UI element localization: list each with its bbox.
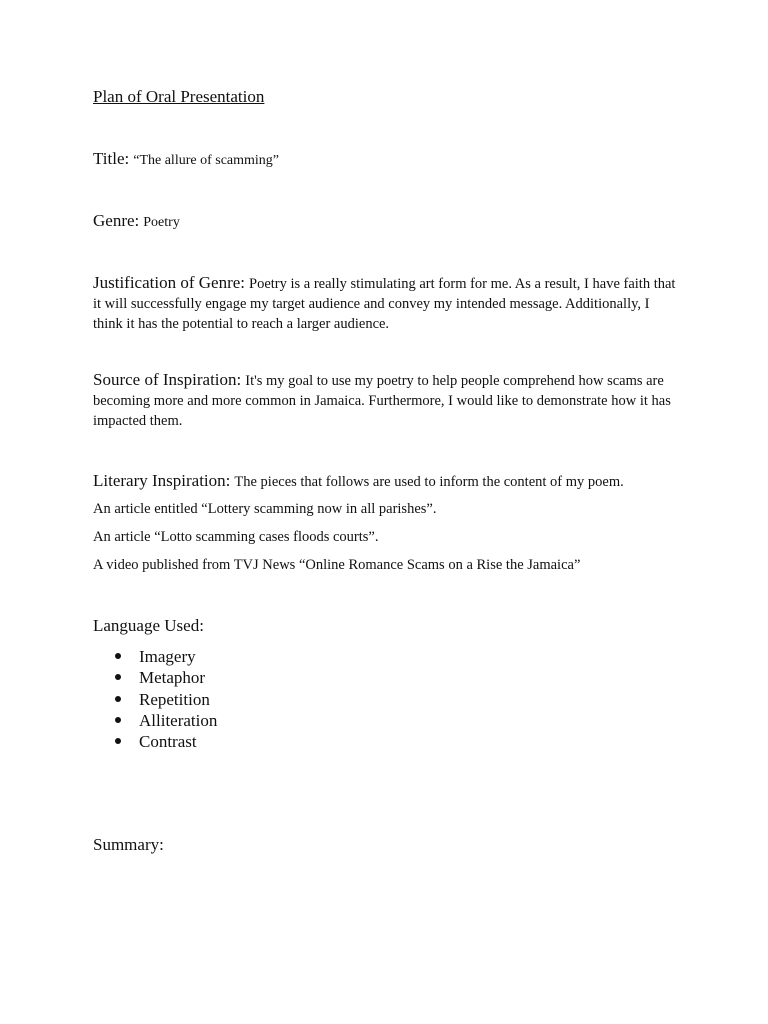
bullet-icon (115, 696, 121, 702)
language-item-label: Repetition (139, 689, 210, 709)
summary-label: Summary: (93, 835, 164, 854)
language-list-item (93, 646, 217, 667)
literary-source-item: A video published from TVJ News “Online Romance Scams on a Rise the Jamaica” (93, 557, 581, 573)
language-list-item (93, 710, 217, 731)
language-list-item (93, 667, 217, 688)
bullet-icon (115, 653, 121, 659)
literary-label: Literary Inspiration: (93, 471, 231, 490)
language-used-list (93, 646, 217, 752)
justification-section (93, 273, 678, 334)
language-item-label: Contrast (139, 732, 197, 752)
language-item-label: Alliteration (139, 710, 218, 730)
source-text: It's my goal to use my poetry to help people comprehend how scams are becoming more and more common in Jamaica. Furthermore, I would like to demonstrate how it has impacted them. (93, 373, 671, 429)
language-item-label: Metaphor (139, 668, 206, 688)
language-list-item (93, 689, 217, 710)
genre-value: Poetry (143, 215, 180, 230)
genre-section (93, 211, 673, 231)
language-item-label: Imagery (139, 647, 196, 666)
justification-text: Poetry is a really stimulating art form for me. As a result, I have faith that it will successfully engage my target audience and convey my intended message. Additionally, I think it has the potential to reach a larger audience. (93, 276, 676, 332)
literary-source-item: An article entitled “Lottery scamming now in all parishes”. (93, 501, 437, 517)
title-section (93, 149, 673, 169)
title-value: “The allure of scamming” (133, 153, 280, 168)
literary-source-item: An article “Lotto scamming cases floods courts”. (93, 529, 379, 545)
justification-label: Justification of Genre: (93, 273, 246, 292)
page-title: Plan of Oral Presentation (93, 87, 265, 106)
language-list-item (93, 731, 217, 752)
bullet-icon (115, 738, 121, 744)
literary-inspiration-section (93, 471, 693, 491)
source-label: Source of Inspiration: (93, 370, 242, 389)
source-of-inspiration-section (93, 370, 678, 431)
bullet-icon (115, 674, 121, 680)
title-label: Title: (93, 149, 130, 168)
literary-text: The pieces that follows are used to inform the content of my poem. (234, 474, 624, 490)
genre-label: Genre: (93, 211, 140, 230)
language-used-label: Language Used: (93, 616, 204, 635)
bullet-icon (115, 717, 121, 723)
